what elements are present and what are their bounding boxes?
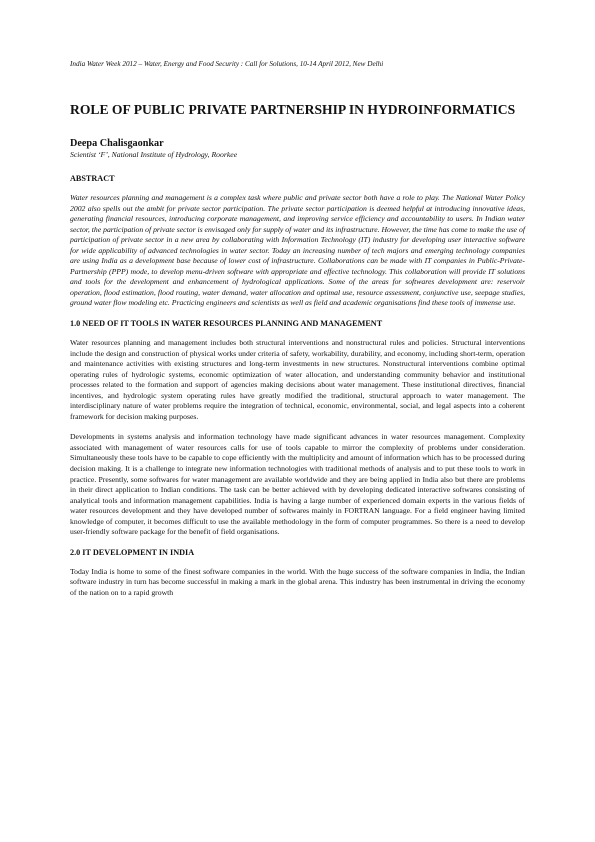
- section-2-heading: 2.0 IT DEVELOPMENT IN INDIA: [70, 547, 195, 557]
- section-1-heading: 1.0 NEED OF IT TOOLS IN WATER RESOURCES PLANNING AND MANAGEMENT: [70, 319, 383, 329]
- section-2-paragraph-1: Today India is home to some of the finest software companies in the world. With the huge success of the software companies in India, the Indian software industry in turn has become successful in making a mark in the global arena. This industry has been instrumental in driving the economy of the nation on to a rapid growth: [70, 566, 525, 597]
- section-1-paragraph-2: Developments in systems analysis and information technology have made significant advances in water resources management. Complexity associated with management of water resources calls for use of tools capable to mirror the complexity of problems under consideration. Simultaneously these tools have to be capable to cope efficiently with the multiplicity and amount of information which has to be processed during decision making. It is a challenge to integrate new information technologies with traditional methods of analysis and to put these tools to work in practice. Presently, some softwares for water management are available worldwide and they are being applied in India also but there are problems in their direct application to Indian conditions. The task can be better achieved with by developing dedicated interactive softwares consisting of analytical tools and information management capabilities. India is having a large number of experienced domain experts in the various fields of water resources development and they have developed number of softwares mainly in FORTRAN language. For a field engineer having limited knowledge of computer, it becomes difficult to use the available methodology in the form of computer programmes. So there is a need to develop user-friendly software package for the benefit of field organisations.: [70, 432, 525, 537]
- author-affiliation: Scientist ‘F’, National Institute of Hydrology, Roorkee: [70, 150, 238, 159]
- abstract-text: Water resources planning and management is a complex task where public and private sector both have a role to play. The National Water Policy 2002 also spells out the ambit for private sector participation. The private sector participation is deemed helpful at introducing innovative ideas, generating financial resources, introducing corporate management, and improving service efficiency and accountability to users. In Indian water sector, the participation of private sector is envisaged only for supply of water and its infrastructure. However, the time has come to make the use of participation of private sector in a new area by collaborating with Information Technology (IT) industry for developing user interactive software for wide applicability of advanced technologies in water sector. Today an increasing number of tech majors and emerging technology companies are using India as a development base because of lower cost of infrastructure. Collaborations can be made with IT companies in Public-Private-Partnership (PPP) mode, to develop menu-driven software with appropriate and effective technology. This collaboration will provide IT solutions and tools for the development and enhancement of hydrological applications. Some of the areas for softwares development are: reservoir operation, flood estimation, flood routing, water demand, water allocation and optimal use, resource assessment, conjunctive use, seepage studies, ground water flow modeling etc. Practicing engineers and scientists as well as field and academic organisations find these tools of immense use.: [70, 193, 525, 308]
- author-name: Deepa Chalisgaonkar: [70, 138, 164, 149]
- paper-title: ROLE OF PUBLIC PRIVATE PARTNERSHIP IN HYDROINFORMATICS: [70, 102, 516, 117]
- abstract-heading: ABSTRACT: [70, 174, 115, 183]
- section-1-paragraph-1: Water resources planning and management includes both structural interventions and nonstructural rules and policies. Structural interventions include the design and construction of physical works under criteria of safety, workability, durability, and economy, including short-term, operation and maintenance activities with existing structures and long-term investments in new structures. Nonstructural interventions combine optimal operating rules of hydrologic systems, economic optimization of water allocation, and understanding community behavior and institutional processes related to the formation and support of agencies making decisions about water management. These institutional directives, financial incentives, and hydrologic system operating rules have greatly modified the traditional, structural approach to water management. The interdisciplinary nature of water problems require the integration of technical, economic, environmental, social, and legal aspects into a coherent framework for decision making purposes.: [70, 338, 525, 421]
- paper-page: [70, 60, 525, 609]
- running-header: India Water Week 2012 – Water, Energy and Food Security : Call for Solutions, 10-14 April 2012, New Delhi: [70, 60, 384, 68]
